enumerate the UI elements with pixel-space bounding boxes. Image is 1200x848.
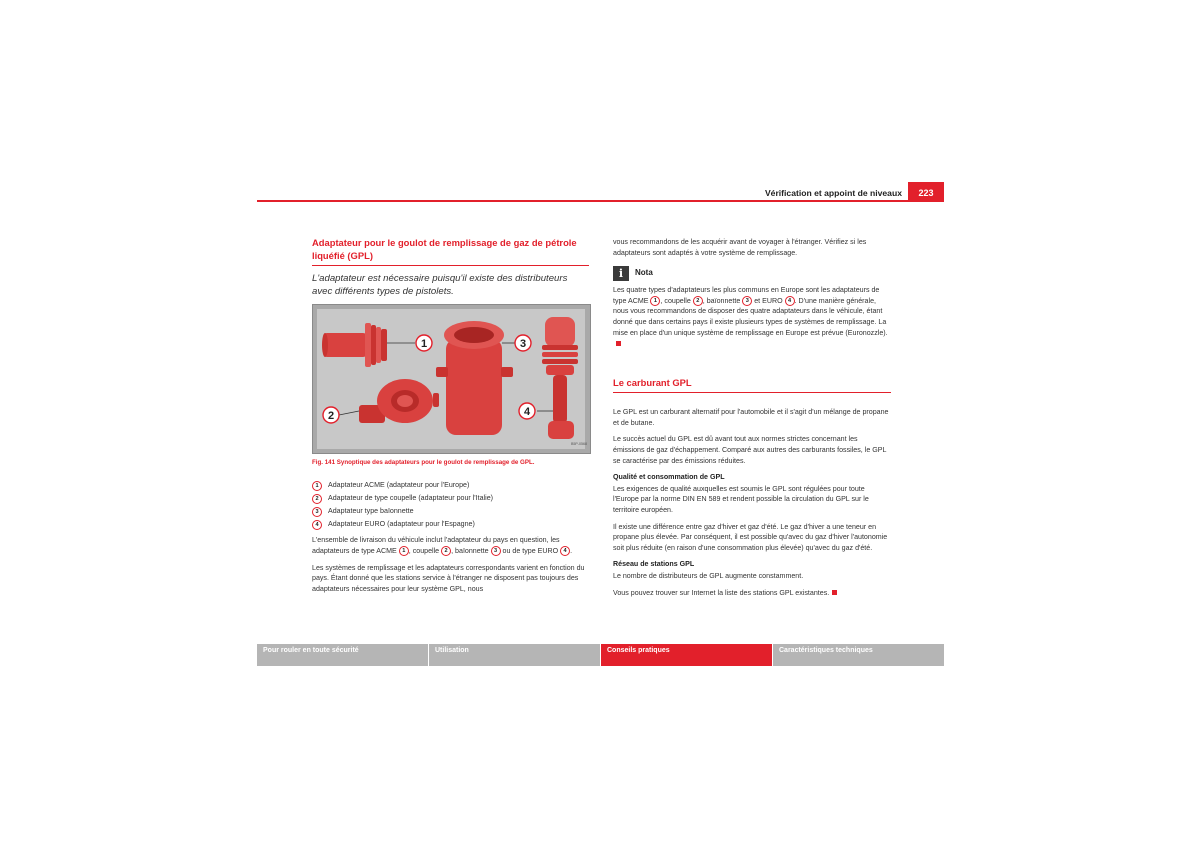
legend-item [312,480,589,491]
paragraph-gpl-success: Le succès actuel du GPL est dû avant tout aux normes strictes concernant les émissions de gaz d'échappement. Comparé aux autres des carburants fossiles, le GPL se caractérise par des émissions réduites. [613,435,887,465]
note-text [613,285,891,349]
text-run: , baïonnette [702,296,743,305]
figure-caption: Fig. 141 Synoptique des adaptateurs pour le goulot de remplissage de GPL. [312,459,535,466]
legend-number: 3 [312,507,322,517]
text-run: Les quatre types d'adaptateurs les plus communs en Europe sont les adaptateurs de type ACME [613,286,880,305]
legend-list [312,480,589,530]
text-run: L'ensemble de livraison du véhicule inclut l'adaptateur du pays en question, les adaptateurs de type ACME [312,536,560,555]
legend-item [312,493,589,504]
section-heading-adapter: Adaptateur pour le goulot de remplissage de gaz de pétrole liquéfié (GPL) [312,237,577,261]
subheading-network: Réseau de stations GPL [613,560,695,569]
paragraph-gpl-intro: Le GPL est un carburant alternatif pour l'automobile et il s'agit d'un mélange de propane et de butane. [613,408,889,427]
spacer [613,399,891,407]
inline-number: 3 [742,296,752,306]
text-run: Vous pouvez trouver sur Internet la liste des stations GPL existantes. [613,588,830,597]
text-run: , coupelle [408,546,442,555]
legend-text: Adaptateur ACME (adaptateur pour l'Europe) [328,480,470,489]
note-header [613,266,891,281]
text-run: . D'une manière générale, nous vous recommandons de disposer des quatre adaptateurs dans le véhicule, étant donné que dans certains pays il existe plusieurs types de systèmes de remplissage. La mise en place d'un unique système de remplissage en Europe est prévue (Euronozzle). [613,296,888,337]
paragraph-systems: Les systèmes de remplissage et les adaptateurs correspondants varient en fonction du pays. Étant donné que les stations service à l'étranger ne disposent pas toujours des adaptateurs nécessaires pour leur système GPL, nous [312,563,585,593]
subheading-quality: Qualité et consommation de GPL [613,473,725,482]
info-icon: i [613,266,629,281]
inline-number: 2 [693,296,703,306]
figure-adapters [312,304,591,454]
spacer [613,355,891,377]
legend-text: Adaptateur de type coupelle (adaptateur pour l'Italie) [328,493,494,502]
text-run: , coupelle [660,296,693,305]
heading-rule [613,392,891,393]
paragraph-continued: vous recommandons de les acquérir avant de voyager à l'étranger. Vérifiez si les adaptateurs sont adaptés à votre système de remplissage. [613,238,867,257]
end-mark-icon [832,590,837,595]
legend-item [312,506,589,517]
nav-tab-usage[interactable]: Utilisation [429,644,600,666]
legend-number: 2 [312,494,322,504]
header-rule [257,200,944,202]
legend-item [312,519,589,530]
paragraph-quality: Les exigences de qualité auxquelles est soumis le GPL sont régulées pour toute l'Europe par la norme DIN EN 589 et rendent possible la circulation du GPL sur le territoire européen. [613,484,869,514]
text-run: , baïonnette [451,546,491,555]
end-mark-icon [616,341,621,346]
paragraph-delivery [312,535,589,556]
inline-number: 3 [491,546,501,556]
inline-number: 4 [785,296,795,306]
intro-text: L'adaptateur est nécessaire puisqu'il existe des distributeurs avec différents types de pistolets. [312,273,568,297]
legend-number: 1 [312,481,322,491]
legend-text: Adaptateur type baïonnette [328,506,414,515]
nav-tab-practical-tips[interactable]: Conseils pratiques [601,644,772,666]
text-run: ou de type EURO [500,546,561,555]
legend-number: 4 [312,520,322,530]
heading-rule [312,265,589,266]
adapter-coupelle-drawing [339,379,439,423]
inline-number: 1 [650,296,660,306]
section-heading-gpl: Le carburant GPL [613,376,692,388]
adapter-acme-drawing [322,323,415,367]
adapter-bayonet-drawing [436,321,515,435]
paragraph-winter-summer: Il existe une différence entre gaz d'hiver et gaz d'été. Le gaz d'hiver a une teneur en propane plus élevée. Par conséquent, il est possible qu'avec du gaz d'hiver l'autonomie soit plus réduite (en raison d'une consommation plus élevée) qu'avec du gaz d'été. [613,522,888,552]
note-title: Nota [635,268,653,278]
paragraph-network: Le nombre de distributeurs de GPL augmente constamment. [613,571,804,580]
inline-number: 4 [560,546,570,556]
paragraph-internet [613,588,891,599]
adapter-euro-drawing [537,317,578,439]
adapters-illustration [313,305,590,453]
running-header-title: Vérification et appoint de niveaux [764,188,902,198]
figure-code: B5P-0568 [571,442,587,447]
right-column [613,237,891,604]
callout-2: 2 [327,410,335,422]
left-column [312,237,589,600]
page-number: 223 [908,182,944,202]
nav-tab-technical[interactable]: Caractéristiques techniques [773,644,944,666]
legend-text: Adaptateur EURO (adaptateur pour l'Espagne) [328,519,475,528]
callout-1: 1 [420,338,428,350]
nav-tab-safety[interactable]: Pour rouler en toute sécurité [257,644,428,666]
inline-number: 2 [441,546,451,556]
callout-4: 4 [523,406,531,418]
callout-3: 3 [519,338,527,350]
text-run: . [570,546,573,555]
text-run: et EURO [752,296,785,305]
inline-number: 1 [399,546,409,556]
